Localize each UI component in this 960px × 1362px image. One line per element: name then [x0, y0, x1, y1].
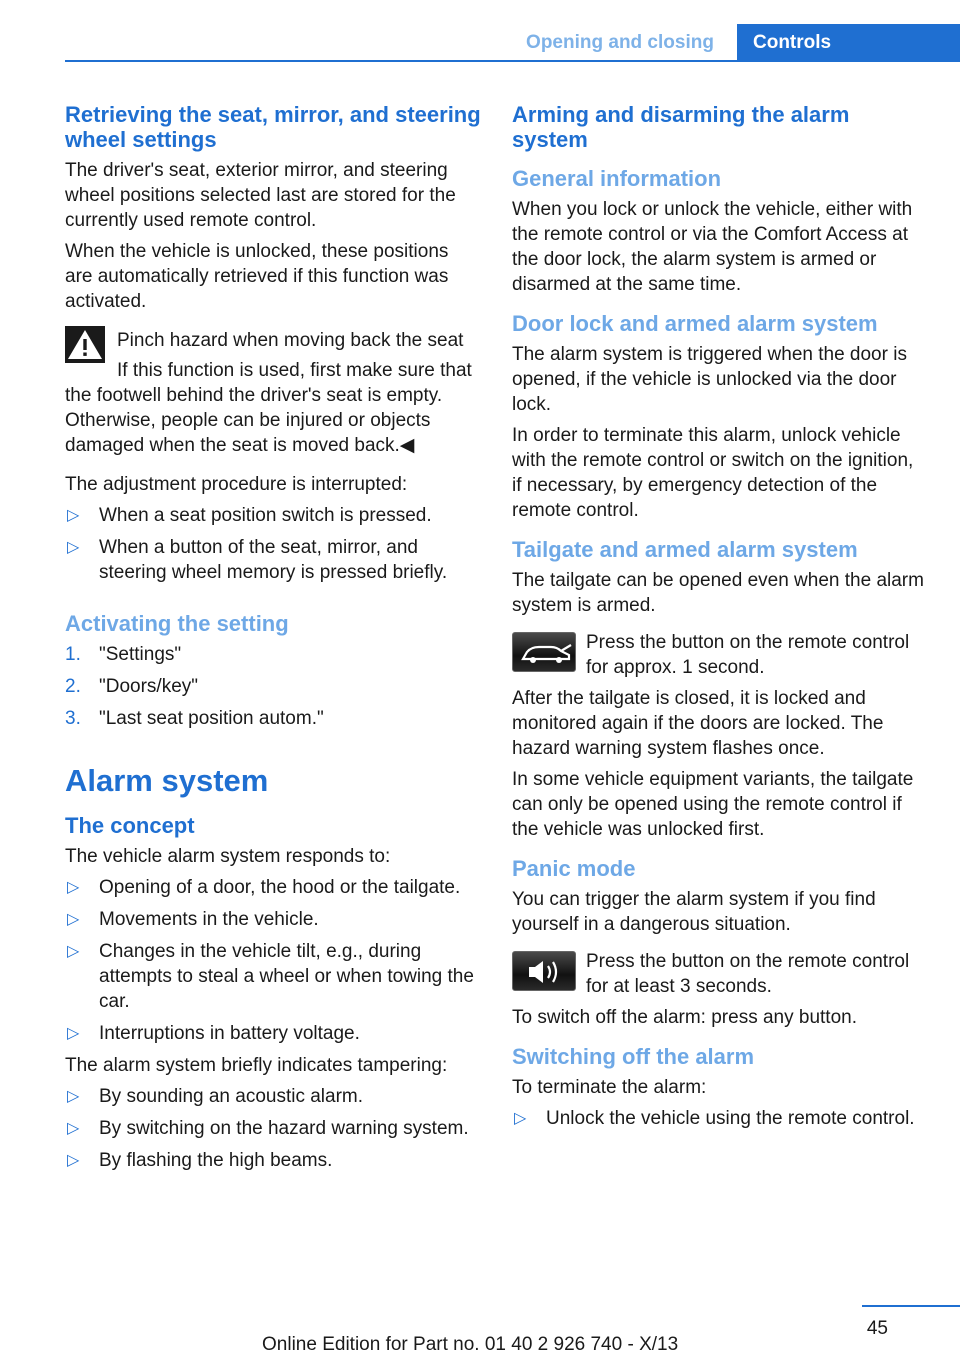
list-item-text: When a button of the seat, mirror, and steering wheel memory is pressed briefly. [99, 537, 448, 583]
triangle-bullet-icon: ▷ [67, 1152, 80, 1169]
panic-button-instruction [512, 949, 928, 999]
list-item-text: Interruptions in battery voltage. [99, 1023, 360, 1044]
interrupt-list [65, 503, 481, 585]
panic-mode-heading: Panic mode [512, 856, 636, 881]
list-item [65, 1116, 481, 1141]
list-item [65, 1084, 481, 1109]
door-paragraph-2: In order to terminate this alarm, unlock vehicle with the remote control or switch on the ignition, if necessary, by emergency detection of the remote control. [512, 425, 914, 521]
tailgate-paragraph-1: The tailgate can be opened even when the alarm system is armed. [512, 570, 924, 616]
warning-title: Pinch hazard when moving back the seat [117, 330, 464, 351]
step-text: "Last seat position autom." [99, 708, 324, 729]
arming-disarming-heading: Arming and disarming the alarm system [512, 102, 850, 152]
step-text: "Doors/key" [99, 676, 199, 697]
retrieve-paragraph-1: The driver's seat, exterior mirror, and steering wheel positions selected last are stored for the currently used remote control. [65, 160, 456, 231]
header-chapter-controls: Controls [737, 24, 960, 60]
list-item-text: Changes in the vehicle tilt, e.g., during attempts to steal a wheel or when towing the car. [99, 941, 474, 1012]
general-information-heading: General information [512, 166, 722, 191]
triangle-bullet-icon: ▷ [67, 1088, 80, 1105]
right-column [512, 102, 928, 1138]
interrupt-intro: The adjustment procedure is interrupted: [65, 474, 408, 495]
door-paragraph-1: The alarm system is triggered when the door is opened, if the vehicle is unlocked via the door lock. [512, 344, 907, 415]
warning-text: If this function is used, first make sure that the footwell behind the driver's seat is empty. Otherwise, people can be injured or objects damaged when the seat is moved back.◀ [65, 360, 472, 456]
panic-button-text: Press the button on the remote control for at least 3 seconds. [586, 951, 910, 997]
step-number: 2. [65, 676, 81, 697]
list-item-text: When a seat position switch is pressed. [99, 505, 432, 526]
tailgate-button-instruction [512, 630, 928, 680]
step-number: 1. [65, 644, 81, 665]
triangle-bullet-icon: ▷ [67, 1120, 80, 1137]
step-text: "Settings" [99, 644, 182, 665]
list-item [65, 1148, 481, 1173]
triangle-bullet-icon: ▷ [67, 507, 80, 524]
speaker-sound-icon [512, 951, 576, 991]
list-item [65, 1021, 481, 1046]
tamper-intro: The alarm system briefly indicates tampering: [65, 1055, 448, 1076]
pinch-hazard-warning [65, 326, 481, 458]
activation-steps [65, 642, 481, 731]
triangle-bullet-icon: ▷ [67, 911, 80, 928]
list-item-text: By switching on the hazard warning system. [99, 1118, 469, 1139]
edition-note: Online Edition for Part no. 01 40 2 926 740 - X/13 [262, 1334, 679, 1355]
list-item [512, 1106, 928, 1131]
list-item [65, 503, 481, 528]
tailgate-button-text: Press the button on the remote control for approx. 1 second. [586, 632, 910, 678]
warning-triangle-icon [65, 326, 105, 363]
tailgate-paragraph-2: After the tailgate is closed, it is locked and monitored again if the doors are locked. The hazard warning system flashes once. [512, 688, 884, 759]
panic-paragraph-2: To switch off the alarm: press any button. [512, 1007, 857, 1028]
tamper-list [65, 1084, 481, 1173]
triangle-bullet-icon: ▷ [67, 539, 80, 556]
page-number: 45 [866, 1318, 888, 1339]
list-item [65, 875, 481, 900]
left-column [65, 102, 481, 1180]
tailgate-paragraph-3: In some vehicle equipment variants, the tailgate can only be opened using the remote control if the vehicle was unlocked first. [512, 769, 914, 840]
switching-off-alarm-heading: Switching off the alarm [512, 1044, 755, 1069]
list-item-text: By sounding an acoustic alarm. [99, 1086, 364, 1107]
list-item-text: Movements in the vehicle. [99, 909, 319, 930]
list-item [65, 907, 481, 932]
step-number: 3. [65, 708, 81, 729]
header-section-opening-closing: Opening and closing [526, 32, 714, 53]
list-item [65, 535, 481, 585]
header-rule [65, 60, 960, 62]
alarm-system-heading: Alarm system [65, 763, 269, 798]
activating-setting-heading: Activating the setting [65, 611, 289, 636]
triangle-bullet-icon: ▷ [67, 943, 80, 960]
list-item-text: By flashing the high beams. [99, 1150, 333, 1171]
list-item-text: Unlock the vehicle using the remote control. [546, 1108, 915, 1129]
triangle-bullet-icon: ▷ [514, 1110, 527, 1127]
footer-rule [862, 1305, 960, 1307]
concept-intro: The vehicle alarm system responds to: [65, 846, 391, 867]
triangle-bullet-icon: ▷ [67, 879, 80, 896]
concept-heading: The concept [65, 813, 195, 838]
door-lock-heading: Door lock and armed alarm system [512, 311, 878, 336]
tailgate-heading: Tailgate and armed alarm system [512, 537, 858, 562]
step-item [65, 642, 481, 667]
concept-list [65, 875, 481, 1046]
list-item-text: Opening of a door, the hood or the tailgate. [99, 877, 461, 898]
step-item [65, 674, 481, 699]
general-paragraph: When you lock or unlock the vehicle, either with the remote control or via the Comfort Access at the door lock, the alarm system is armed or disarmed at the same time. [512, 199, 913, 295]
tailgate-car-icon [512, 632, 576, 672]
step-item [65, 706, 481, 731]
panic-paragraph-1: You can trigger the alarm system if you find yourself in a dangerous situation. [512, 889, 876, 935]
switchoff-intro: To terminate the alarm: [512, 1077, 707, 1098]
switchoff-list [512, 1106, 928, 1131]
triangle-bullet-icon: ▷ [67, 1025, 80, 1042]
retrieve-paragraph-2: When the vehicle is unlocked, these positions are automatically retrieved if this function was activated. [65, 241, 449, 312]
list-item [65, 939, 481, 1014]
retrieve-settings-heading: Retrieving the seat, mirror, and steering wheel settings [65, 102, 481, 152]
